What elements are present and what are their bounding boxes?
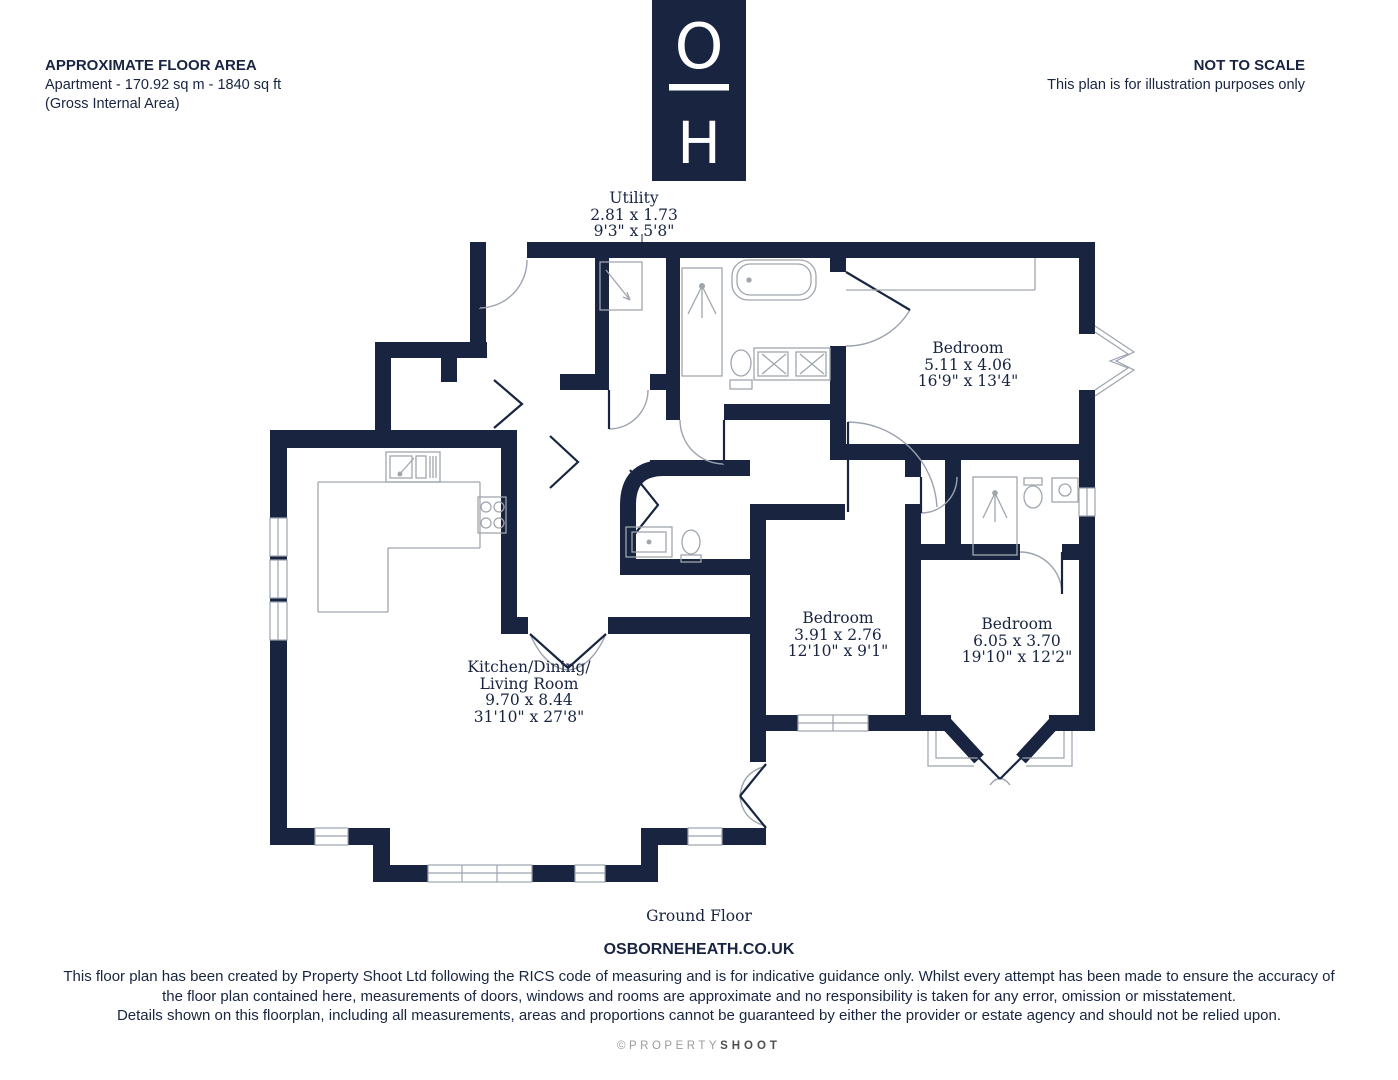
- window: [1079, 488, 1095, 516]
- disclaimer-line-1: This floor plan has been created by Property Shoot Ltd following the RICS code of measuring and is for indicative guidance only. Whilst every attempt has been made to ensure the accuracy of: [63, 968, 1335, 985]
- kitchen-sink-icon: [386, 452, 440, 482]
- floor-area-title: APPROXIMATE FLOOR AREA: [45, 57, 257, 74]
- floor-area-note: (Gross Internal Area): [45, 96, 180, 112]
- window: [688, 828, 722, 845]
- not-to-scale-subtitle: This plan is for illustration purposes only: [1047, 76, 1305, 93]
- disclaimer-line-2: the floor plan contained here, measurements of doors, windows and rooms are approximate and no responsibility is taken for any error, omission or misstatement.: [162, 988, 1236, 1005]
- room-label-utility: Utility 2.81 x 1.73 9'3" x 5'8": [590, 189, 678, 240]
- window: [575, 865, 605, 882]
- wardrobe-line: [846, 258, 1035, 290]
- agency-website: OSBORNEHEATH.CO.UK: [603, 941, 795, 958]
- room-label-bedroom-3: Bedroom 6.05 x 3.70 19'10" x 12'2": [961, 615, 1073, 666]
- room-label-bedroom-1: Bedroom 5.11 x 4.06 16'9" x 13'4": [917, 339, 1019, 390]
- ensuite-shower-icon: [973, 477, 1017, 555]
- window: [270, 602, 287, 640]
- wc-toilet-icon: [681, 530, 701, 562]
- window: [270, 560, 287, 598]
- window: [798, 715, 868, 731]
- not-to-scale-title: NOT TO SCALE: [1193, 57, 1305, 74]
- toilet-icon: [730, 350, 752, 389]
- shower-icon: [682, 268, 722, 376]
- property-shoot-watermark: ©PROPERTYSHOOT: [617, 1040, 781, 1052]
- bay-window: [1095, 326, 1134, 396]
- room-label-kitchen-dining-living: Kitchen/Dining/ Living Room 9.70 x 8.44 31'10" x 27'8": [467, 658, 591, 726]
- window: [270, 518, 287, 556]
- ensuite-sink-icon: [1052, 478, 1078, 502]
- logo-letter-o: O: [674, 10, 724, 83]
- bathtub-icon: [732, 260, 816, 300]
- floor-area-value: Apartment - 170.92 sq m - 1840 sq ft: [45, 76, 282, 93]
- ensuite-toilet-icon: [1024, 478, 1042, 508]
- windows: [270, 326, 1134, 882]
- window: [428, 865, 532, 882]
- logo-letter-h: H: [677, 109, 721, 177]
- double-sink-icon: [754, 348, 830, 380]
- window: [315, 828, 348, 845]
- kitchen-counter: [318, 482, 480, 612]
- room-label-bedroom-2: Bedroom 3.91 x 2.76 12'10" x 9'1": [787, 609, 889, 660]
- floor-name-label: Ground Floor: [646, 907, 752, 925]
- disclaimer-line-3: Details shown on this floorplan, including all measurements, areas and proportions cannot be guaranteed by either the provider or estate agency and should not be relied upon.: [116, 1007, 1282, 1024]
